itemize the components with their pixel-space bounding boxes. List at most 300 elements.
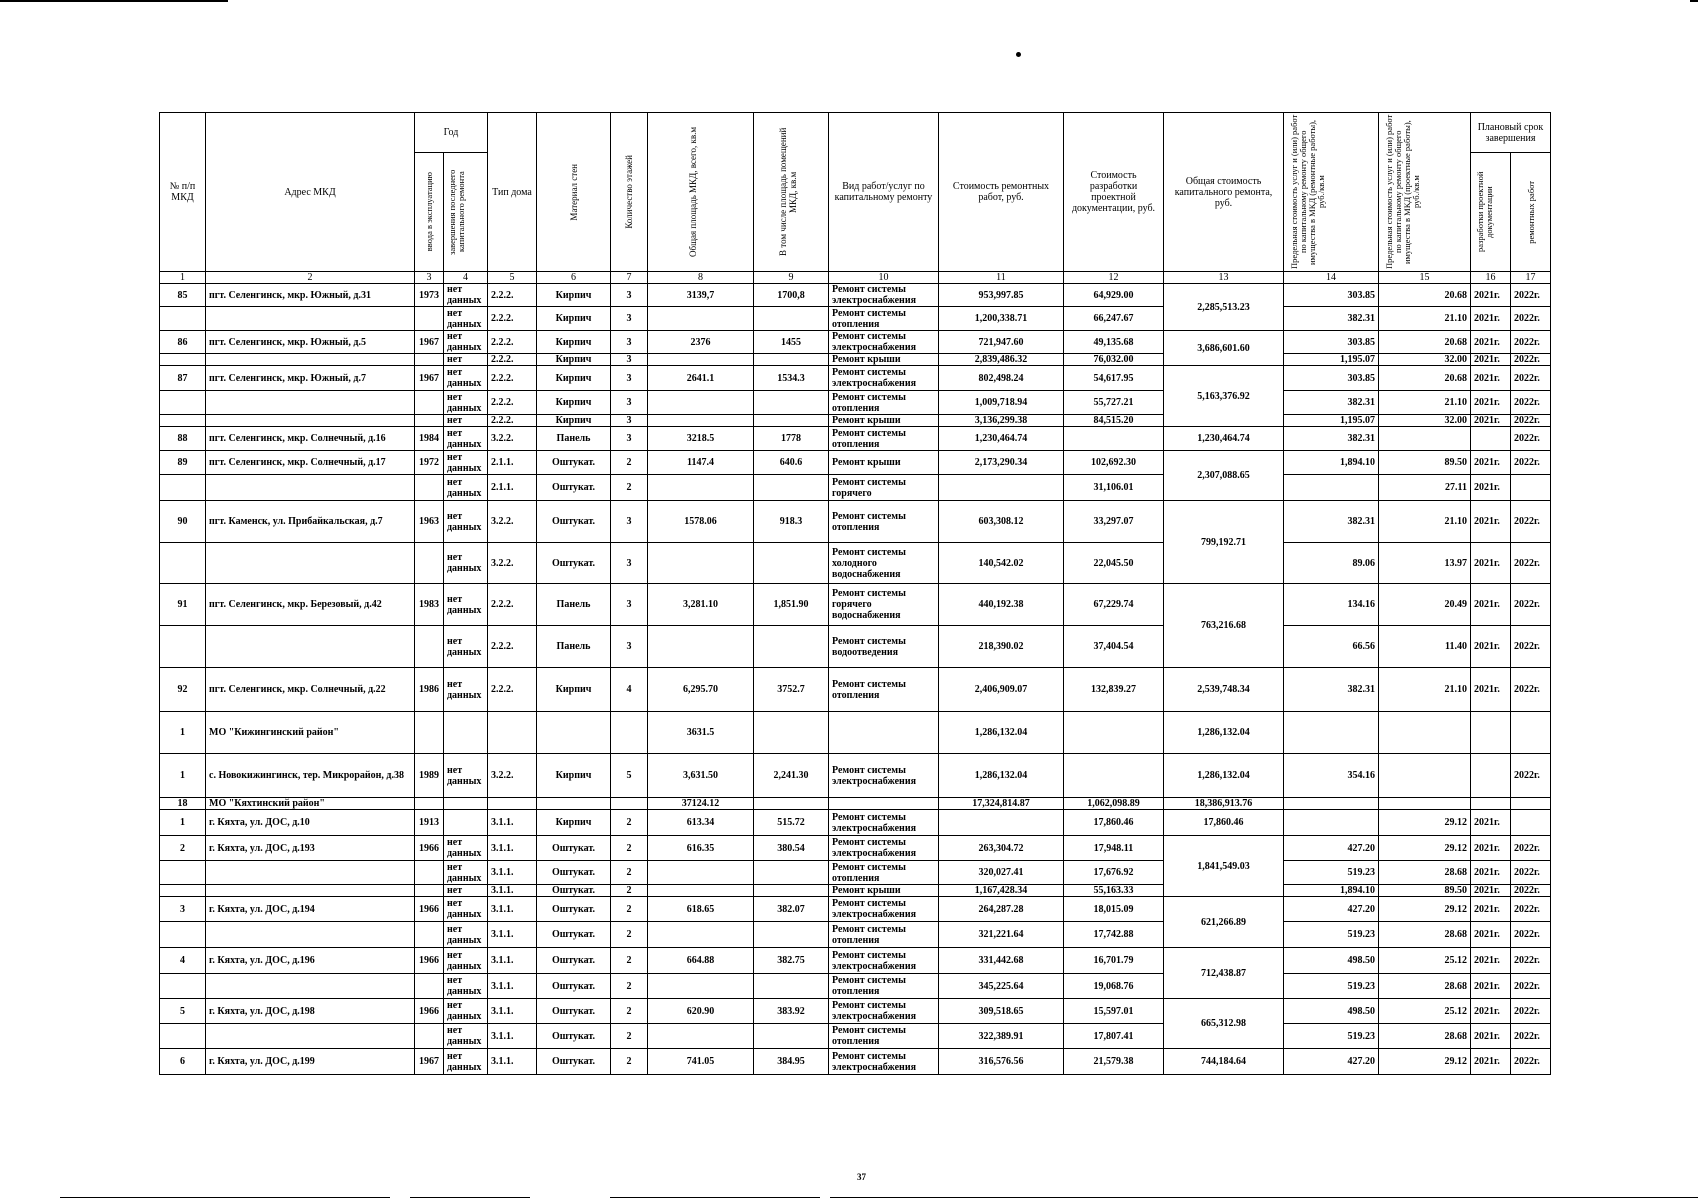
table-cell: 664.88	[648, 948, 754, 974]
table-cell: 2021г.	[1471, 897, 1511, 922]
table-cell: 2022г.	[1511, 861, 1551, 885]
table-cell: 603,308.12	[939, 501, 1064, 543]
table-cell	[160, 475, 206, 501]
table-cell	[415, 798, 444, 810]
capital-repair-table	[159, 112, 1551, 1075]
column-number: 11	[939, 272, 1064, 284]
table-cell: 3.1.1.	[488, 999, 537, 1024]
table-cell: 21.10	[1379, 307, 1471, 331]
table-cell	[1379, 427, 1471, 451]
table-cell: Оштукат.	[537, 922, 611, 948]
table-cell: Кирпич	[537, 354, 611, 366]
table-cell: 2021г.	[1471, 885, 1511, 897]
table-row	[160, 307, 1551, 331]
column-number: 12	[1064, 272, 1164, 284]
table-cell: Панель	[537, 626, 611, 668]
table-cell: нет данных	[444, 668, 488, 712]
table-cell: 2021г.	[1471, 543, 1511, 584]
table-cell: Ремонт системы электроснабжения	[829, 366, 939, 391]
table-cell: 519.23	[1284, 861, 1379, 885]
table-cell: 2022г.	[1511, 331, 1551, 354]
table-cell: 2022г.	[1511, 897, 1551, 922]
table-cell: 519.23	[1284, 974, 1379, 999]
table-cell: 2,307,088.65	[1164, 451, 1284, 501]
table-cell: Оштукат.	[537, 836, 611, 861]
table-cell	[939, 475, 1064, 501]
table-cell: 89.06	[1284, 543, 1379, 584]
table-cell: 2022г.	[1511, 999, 1551, 1024]
table-cell: 15,597.01	[1064, 999, 1164, 1024]
table-cell	[1379, 754, 1471, 798]
table-cell: 1,230,464.74	[939, 427, 1064, 451]
table-cell	[754, 861, 829, 885]
table-cell: 2.2.2.	[488, 354, 537, 366]
table-cell: Ремонт системы отопления	[829, 1024, 939, 1049]
table-cell: 2021г.	[1471, 584, 1511, 626]
table-row	[160, 415, 1551, 427]
table-cell: МО "Кижингинский район"	[206, 712, 415, 754]
table-cell: 2022г.	[1511, 1024, 1551, 1049]
table-cell: 89	[160, 451, 206, 475]
table-cell: 665,312.98	[1164, 999, 1284, 1049]
table-cell: 2	[160, 836, 206, 861]
table-cell: Ремонт крыши	[829, 415, 939, 427]
table-cell: 1147.4	[648, 451, 754, 475]
table-cell: 3218.5	[648, 427, 754, 451]
table-cell: 918.3	[754, 501, 829, 543]
table-cell: 4	[611, 668, 648, 712]
table-cell: 2022г.	[1511, 366, 1551, 391]
table-cell: 321,221.64	[939, 922, 1064, 948]
table-cell	[1471, 712, 1511, 754]
table-cell	[648, 885, 754, 897]
table-row	[160, 974, 1551, 999]
header-col16	[1471, 153, 1511, 272]
table-cell	[1471, 754, 1511, 798]
table-cell: 2.2.2.	[488, 391, 537, 415]
table-cell: г. Кяхта, ул. ДОС, д.199	[206, 1049, 415, 1075]
table-cell: 2022г.	[1511, 354, 1551, 366]
table-cell: Оштукат.	[537, 1024, 611, 1049]
column-number: 6	[537, 272, 611, 284]
table-row	[160, 885, 1551, 897]
scan-edge-bottom	[830, 1197, 1698, 1198]
table-cell: 2021г.	[1471, 810, 1511, 836]
table-cell: 1,841,549.03	[1164, 836, 1284, 897]
table-cell: 2022г.	[1511, 415, 1551, 427]
table-cell: 1913	[415, 810, 444, 836]
table-row	[160, 712, 1551, 754]
table-cell: 18	[160, 798, 206, 810]
header-col3-text: ввода в эксплуатацию	[424, 172, 434, 252]
table-cell: 3139,7	[648, 284, 754, 307]
table-cell: 67,229.74	[1064, 584, 1164, 626]
table-cell: 1,894.10	[1284, 451, 1379, 475]
table-cell	[648, 307, 754, 331]
table-cell	[415, 861, 444, 885]
table-cell: пгт. Селенгинск, мкр. Южный, д.7	[206, 366, 415, 391]
table-cell: пгт. Селенгинск, мкр. Солнечный, д.22	[206, 668, 415, 712]
scan-edge-bottom	[60, 1197, 390, 1198]
column-number: 1	[160, 272, 206, 284]
table-cell	[754, 798, 829, 810]
table-cell: Панель	[537, 427, 611, 451]
table-cell: 2,285,513.23	[1164, 284, 1284, 331]
table-cell: 382.75	[754, 948, 829, 974]
table-cell: 2022г.	[1511, 501, 1551, 543]
table-cell	[415, 307, 444, 331]
table-cell: 1,894.10	[1284, 885, 1379, 897]
table-cell: пгт. Селенгинск, мкр. Солнечный, д.16	[206, 427, 415, 451]
table-cell: 5	[611, 754, 648, 798]
column-number: 14	[1284, 272, 1379, 284]
table-row	[160, 836, 1551, 861]
table-row	[160, 543, 1551, 584]
table-cell	[648, 861, 754, 885]
table-row	[160, 501, 1551, 543]
table-cell: Ремонт системы электроснабжения	[829, 1049, 939, 1075]
table-cell: 3	[611, 415, 648, 427]
table-cell	[1284, 475, 1379, 501]
table-cell: Оштукат.	[537, 501, 611, 543]
table-cell: 712,438.87	[1164, 948, 1284, 999]
table-cell: 6,295.70	[648, 668, 754, 712]
table-cell: нет данных	[444, 427, 488, 451]
table-cell: 134.16	[1284, 584, 1379, 626]
table-cell: 2021г.	[1471, 391, 1511, 415]
table-cell: 2	[611, 836, 648, 861]
table-cell: 32.00	[1379, 415, 1471, 427]
header-col8	[648, 113, 754, 272]
table-cell: 2021г.	[1471, 626, 1511, 668]
table-row	[160, 922, 1551, 948]
table-cell: Ремонт системы электроснабжения	[829, 331, 939, 354]
table-cell: 66,247.67	[1064, 307, 1164, 331]
table-cell: 1700,8	[754, 284, 829, 307]
table-cell: 2.2.2.	[488, 668, 537, 712]
table-cell: 2021г.	[1471, 974, 1511, 999]
table-cell: 3.2.2.	[488, 427, 537, 451]
table-cell: 1,195.07	[1284, 354, 1379, 366]
table-cell: 49,135.68	[1064, 331, 1164, 354]
table-cell: 2022г.	[1511, 307, 1551, 331]
table-cell: 3.1.1.	[488, 1024, 537, 1049]
table-cell: 799,192.71	[1164, 501, 1284, 584]
table-cell: 2022г.	[1511, 836, 1551, 861]
table-cell: Ремонт крыши	[829, 451, 939, 475]
table-cell: 2021г.	[1471, 475, 1511, 501]
table-cell: Ремонт системы отопления	[829, 861, 939, 885]
table-cell: 21.10	[1379, 391, 1471, 415]
header-col17-text: ремонтных работ	[1525, 180, 1536, 244]
table-cell	[160, 354, 206, 366]
table-cell: 17,948.11	[1064, 836, 1164, 861]
table-cell: 1,286,132.04	[939, 754, 1064, 798]
table-cell: 1984	[415, 427, 444, 451]
table-cell: 3631.5	[648, 712, 754, 754]
table-cell: 2,241.30	[754, 754, 829, 798]
table-cell: Ремонт системы отопления	[829, 391, 939, 415]
table-row	[160, 391, 1551, 415]
table-cell: 17,676.92	[1064, 861, 1164, 885]
table-cell	[160, 415, 206, 427]
table-cell: 519.23	[1284, 922, 1379, 948]
table-cell: 263,304.72	[939, 836, 1064, 861]
header-col15	[1379, 113, 1471, 272]
table-cell: 427.20	[1284, 836, 1379, 861]
header-col13: Общая стоимость капитального ремонта, руб.	[1164, 113, 1284, 272]
table-cell	[754, 354, 829, 366]
table-row	[160, 475, 1551, 501]
table-cell	[206, 475, 415, 501]
table-cell: 87	[160, 366, 206, 391]
table-cell: Кирпич	[537, 668, 611, 712]
table-cell: 3	[611, 626, 648, 668]
table-row	[160, 754, 1551, 798]
table-cell: 2022г.	[1511, 543, 1551, 584]
table-cell: 2021г.	[1471, 836, 1511, 861]
table-cell: 3.1.1.	[488, 1049, 537, 1075]
table-cell: Кирпич	[537, 810, 611, 836]
table-cell: 640.6	[754, 451, 829, 475]
table-cell: Оштукат.	[537, 999, 611, 1024]
table-cell: 3	[611, 307, 648, 331]
table-cell	[648, 922, 754, 948]
table-cell	[415, 475, 444, 501]
table-cell: 55,163.33	[1064, 885, 1164, 897]
header-plan-group: Плановый срок завершения	[1471, 113, 1551, 153]
table-cell: нет данных	[444, 543, 488, 584]
table-cell: 1	[160, 810, 206, 836]
table-cell: 741.05	[648, 1049, 754, 1075]
table-cell: 17,742.88	[1064, 922, 1164, 948]
header-col14-text: Предельная стоимость услуг и (или) работ по капитальному ремонту общего имущества в МКД (ремонтные работы), руб./кв.м	[1289, 114, 1326, 270]
table-cell: 2022г.	[1511, 284, 1551, 307]
table-cell: 3	[611, 584, 648, 626]
table-cell: 76,032.00	[1064, 354, 1164, 366]
table-cell: 22,045.50	[1064, 543, 1164, 584]
table-cell: 132,839.27	[1064, 668, 1164, 712]
table-cell	[754, 922, 829, 948]
table-cell: пгт. Каменск, ул. Прибайкальская, д.7	[206, 501, 415, 543]
table-cell: 382.31	[1284, 427, 1379, 451]
table-cell: Ремонт системы водоотведения	[829, 626, 939, 668]
table-cell: Ремонт системы отопления	[829, 668, 939, 712]
table-cell: 802,498.24	[939, 366, 1064, 391]
column-number: 9	[754, 272, 829, 284]
table-cell	[648, 415, 754, 427]
table-cell: 2	[611, 861, 648, 885]
table-cell: 3	[611, 366, 648, 391]
table-cell: 28.68	[1379, 861, 1471, 885]
table-cell	[206, 415, 415, 427]
table-row	[160, 861, 1551, 885]
table-cell	[1379, 712, 1471, 754]
table-cell	[160, 974, 206, 999]
header-col15-text: Предельная стоимость услуг и (или) работ по капитальному ремонту общего имущества в МКД (проектные работы), руб./кв.м	[1383, 114, 1421, 270]
table-cell: 33,297.07	[1064, 501, 1164, 543]
table-cell: 1967	[415, 1049, 444, 1075]
table-cell: нет данных	[444, 626, 488, 668]
table-cell: 618.65	[648, 897, 754, 922]
table-row	[160, 331, 1551, 354]
table-cell	[829, 712, 939, 754]
table-cell	[648, 974, 754, 999]
table-cell: 383.92	[754, 999, 829, 1024]
table-cell: 621,266.89	[1164, 897, 1284, 948]
table-cell: нет данных	[444, 754, 488, 798]
table-cell: 86	[160, 331, 206, 354]
header-col1: № п/п МКД	[160, 113, 206, 272]
table-cell: 2022г.	[1511, 584, 1551, 626]
table-cell: 13.97	[1379, 543, 1471, 584]
table-cell	[415, 974, 444, 999]
table-cell: 2022г.	[1511, 626, 1551, 668]
table-cell: 2021г.	[1471, 861, 1511, 885]
table-cell: 763,216.68	[1164, 584, 1284, 668]
table-cell: нет данных	[444, 501, 488, 543]
table-cell: 2022г.	[1511, 668, 1551, 712]
table-cell	[1284, 712, 1379, 754]
table-cell: Кирпич	[537, 307, 611, 331]
table-cell: 2	[611, 897, 648, 922]
table-cell	[444, 810, 488, 836]
table-cell: 2021г.	[1471, 307, 1511, 331]
table-cell: 3.1.1.	[488, 836, 537, 861]
header-col9-text: В том числе площадь помещений МКД, кв.м	[778, 127, 798, 257]
table-cell: 519.23	[1284, 1024, 1379, 1049]
table-cell: 322,389.91	[939, 1024, 1064, 1049]
table-cell: 744,184.64	[1164, 1049, 1284, 1075]
table-cell: Оштукат.	[537, 974, 611, 999]
table-cell: 20.68	[1379, 331, 1471, 354]
header-col12: Стоимость разработки проектной документации, руб.	[1064, 113, 1164, 272]
table-cell: 102,692.30	[1064, 451, 1164, 475]
table-cell: 2	[611, 1024, 648, 1049]
table-cell: 2021г.	[1471, 922, 1511, 948]
table-cell: г. Кяхта, ул. ДОС, д.10	[206, 810, 415, 836]
table-cell: Кирпич	[537, 415, 611, 427]
table-cell: 3	[160, 897, 206, 922]
table-cell: 1966	[415, 999, 444, 1024]
header-col16-text: разработки проектной документации	[1474, 171, 1494, 253]
table-cell: 3.2.2.	[488, 501, 537, 543]
table-cell	[754, 391, 829, 415]
table-cell	[415, 885, 444, 897]
table-cell: Ремонт системы отопления	[829, 501, 939, 543]
column-number-row	[160, 272, 1551, 284]
table-cell: нет данных	[444, 475, 488, 501]
table-cell: 3.2.2.	[488, 754, 537, 798]
table-cell	[754, 475, 829, 501]
scan-edge-top	[0, 0, 228, 2]
table-cell: 54,617.95	[1064, 366, 1164, 391]
table-cell: 2021г.	[1471, 1049, 1511, 1075]
table-cell: 620.90	[648, 999, 754, 1024]
table-cell: нет данных	[444, 861, 488, 885]
table-cell	[160, 922, 206, 948]
table-row	[160, 1049, 1551, 1075]
table-cell: пгт. Селенгинск, мкр. Южный, д.5	[206, 331, 415, 354]
table-cell	[648, 391, 754, 415]
table-cell: 2	[611, 999, 648, 1024]
column-number: 13	[1164, 272, 1284, 284]
table-cell	[444, 712, 488, 754]
table-cell	[754, 307, 829, 331]
table-cell	[1471, 427, 1511, 451]
table-cell: 1,286,132.04	[939, 712, 1064, 754]
table-cell	[415, 626, 444, 668]
column-number: 17	[1511, 272, 1551, 284]
table-cell: 1986	[415, 668, 444, 712]
table-cell	[648, 1024, 754, 1049]
column-number: 15	[1379, 272, 1471, 284]
header-col5: Тип дома	[488, 113, 537, 272]
table-cell: 3.1.1.	[488, 974, 537, 999]
table-cell: 25.12	[1379, 999, 1471, 1024]
table-cell: 613.34	[648, 810, 754, 836]
table-cell	[648, 626, 754, 668]
header-col9	[754, 113, 829, 272]
table-cell: 1,009,718.94	[939, 391, 1064, 415]
table-row	[160, 999, 1551, 1024]
table-cell: 3.1.1.	[488, 922, 537, 948]
table-cell: г. Кяхта, ул. ДОС, д.193	[206, 836, 415, 861]
table-cell: 5,163,376.92	[1164, 366, 1284, 427]
header-year-group: Год	[415, 113, 488, 153]
header-col17	[1511, 153, 1551, 272]
table-cell	[415, 354, 444, 366]
table-cell: нет данных	[444, 974, 488, 999]
header-col14	[1284, 113, 1379, 272]
table-cell: 2021г.	[1471, 331, 1511, 354]
table-cell: Кирпич	[537, 331, 611, 354]
scan-edge-bottom	[410, 1197, 530, 1198]
table-cell: 2.2.2.	[488, 584, 537, 626]
table-cell: 2022г.	[1511, 391, 1551, 415]
header-col3	[415, 153, 444, 272]
table-cell: 1,062,098.89	[1064, 798, 1164, 810]
table-cell: г. Кяхта, ул. ДОС, д.196	[206, 948, 415, 974]
table-cell: 264,287.28	[939, 897, 1064, 922]
table-cell: 1966	[415, 948, 444, 974]
table-cell: 2,406,909.07	[939, 668, 1064, 712]
table-cell: 18,015.09	[1064, 897, 1164, 922]
table-cell: нет данных	[444, 836, 488, 861]
table-cell: 3	[611, 427, 648, 451]
table-cell: 2.2.2.	[488, 284, 537, 307]
header-col4	[444, 153, 488, 272]
table-cell	[754, 1024, 829, 1049]
table-cell: 331,442.68	[939, 948, 1064, 974]
table-cell: нет данных	[444, 897, 488, 922]
table-cell: Кирпич	[537, 754, 611, 798]
table-cell: 66.56	[1284, 626, 1379, 668]
table-cell: 89.50	[1379, 451, 1471, 475]
column-number: 8	[648, 272, 754, 284]
table-cell: 17,324,814.87	[939, 798, 1064, 810]
table-cell: 3	[611, 543, 648, 584]
column-number: 3	[415, 272, 444, 284]
table-cell: 20.68	[1379, 366, 1471, 391]
table-cell	[160, 626, 206, 668]
table-cell: 2	[611, 922, 648, 948]
table-cell: 2021г.	[1471, 999, 1511, 1024]
table-cell: 1778	[754, 427, 829, 451]
table-cell: 384.95	[754, 1049, 829, 1075]
table-cell: нет данных	[444, 307, 488, 331]
table-cell: 1455	[754, 331, 829, 354]
